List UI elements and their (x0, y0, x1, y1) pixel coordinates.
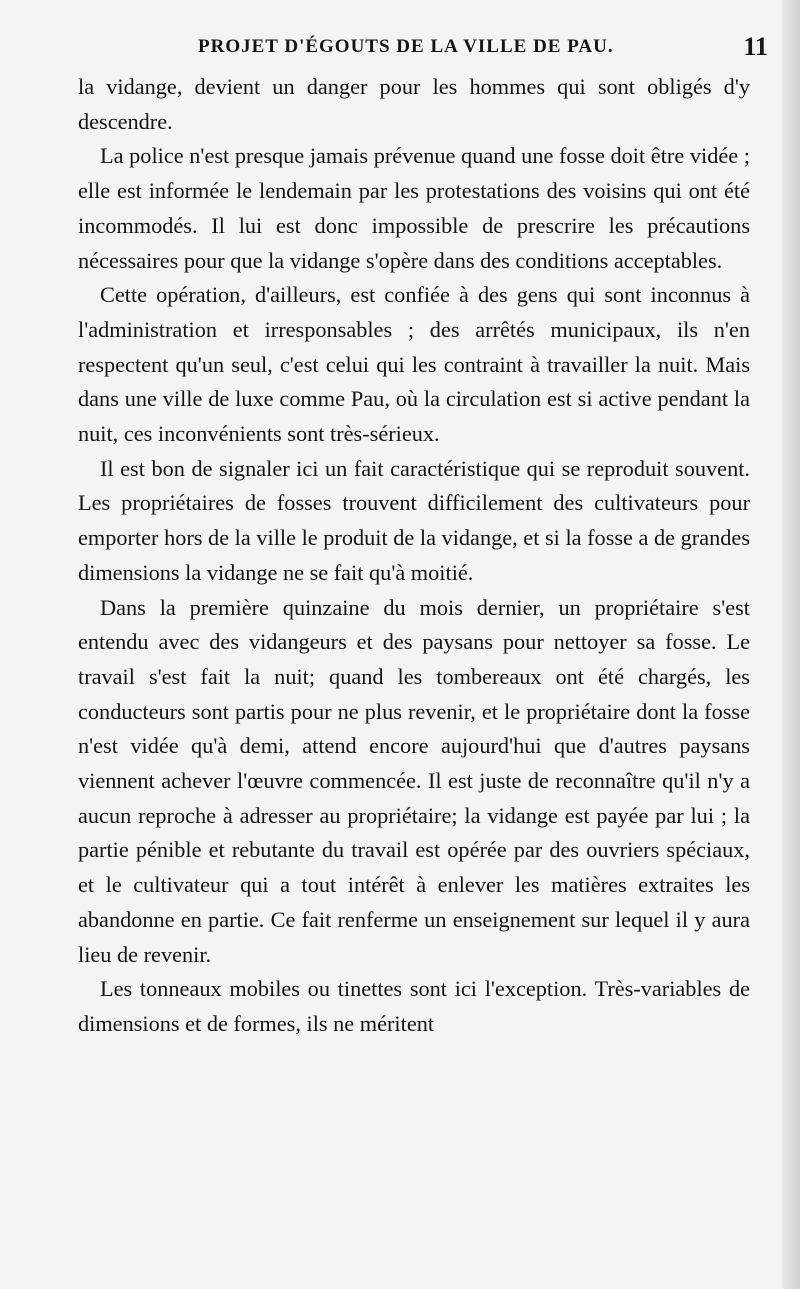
paragraph-5: Dans la première quinzaine du mois dernier, un propriétaire s'est entendu avec des vidangeurs et des paysans pour nettoyer sa fosse. Le travail s'est fait la nuit; quand les tombereaux ont été chargés, les conducteurs sont partis pour ne plus revenir, et le propriétaire dont la fosse n'est vidée qu'à demi, attend encore aujourd'hui que d'autres paysans viennent achever l'œuvre commencée. Il est juste de reconnaître qu'il n'y a aucun reproche à adresser au propriétaire; la vidange est payée par lui ; la partie pénible et rebutante du travail est opérée par des ouvriers spéciaux, et le cultivateur qui a tout intérêt à enlever les matières extraites les abandonne en partie. Ce fait renferme un enseignement sur lequel il y aura lieu de revenir. (78, 594, 750, 967)
running-head: PROJET D'ÉGOUTS DE LA VILLE DE PAU. (198, 36, 614, 57)
paragraph-6: Les tonneaux mobiles ou tinettes sont ici l'exception. Très-variables de dimensions et de formes, ils ne méritent (78, 976, 750, 1036)
page-header (78, 32, 768, 70)
paragraph-1: la vidange, devient un danger pour les hommes qui sont obligés d'y descendre. (78, 74, 750, 134)
page-edge-shadow (782, 0, 800, 1289)
paragraph-3: Cette opération, d'ailleurs, est confiée à des gens qui sont inconnus à l'administration et irresponsables ; des arrêtés municipaux, ils n'en respectent qu'un seul, c'est celui qui les contraint à travailler la nuit. Mais dans une ville de luxe comme Pau, où la circulation est si active pendant la nuit, ces inconvénients sont très-sérieux. (78, 282, 750, 447)
paragraph-2: La police n'est presque jamais prévenue quand une fosse doit être vidée ; elle est informée le lendemain par les protestations des voisins qui ont été incommodés. Il lui est donc impossible de prescrire les précautions nécessaires pour que la vidange s'opère dans des conditions acceptables. (78, 143, 750, 273)
body-text (78, 70, 750, 1042)
page-number: 11 (743, 32, 768, 61)
paragraph-4: Il est bon de signaler ici un fait caractéristique qui se reproduit souvent. Les propriétaires de fosses trouvent difficilement des cultivateurs pour emporter hors de la ville le produit de la vidange, et si la fosse a de grandes dimensions la vidange ne se fait qu'à moitié. (78, 455, 750, 585)
